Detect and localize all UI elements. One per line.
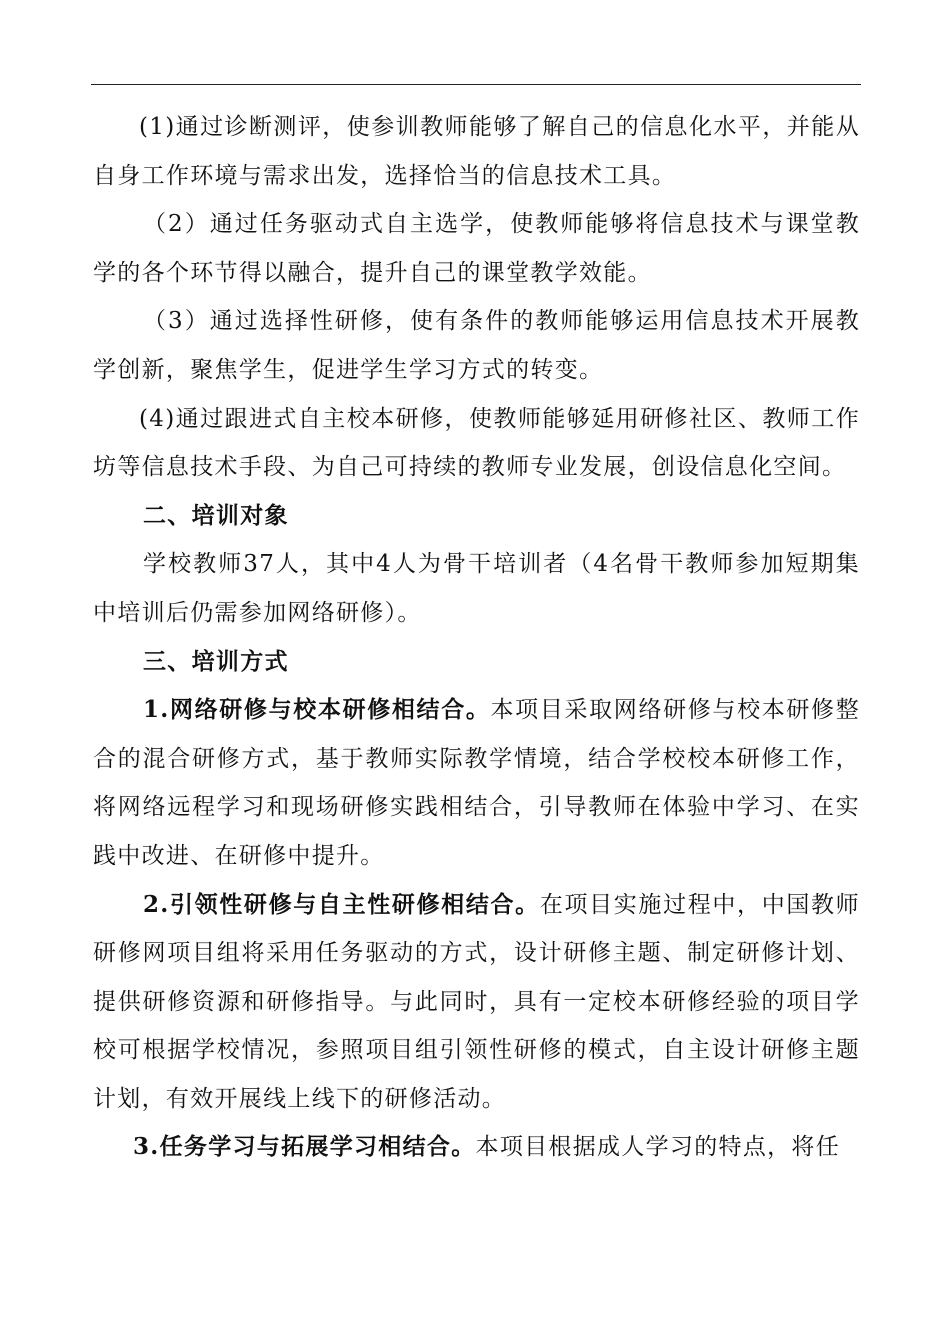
objective-3: （3）通过选择性研修，使有条件的教师能够运用信息技术开展教学创新，聚焦学生，促进学生学习方式的转变。 xyxy=(93,308,860,383)
objective-4: (4)通过跟进式自主校本研修，使教师能够延用研修社区、教师工作坊等信息技术手段、为自己可持续的教师专业发展，创设信息化空间。 xyxy=(93,405,860,481)
header-rule xyxy=(91,84,861,85)
method-item-2-lead: 2.引领性研修与自主性研修相结合。 xyxy=(143,890,540,918)
method-item-2-body: 在项目实施过程中，中国教师研修网项目组将采用任务驱动的方式，设计研修主题、制定研修计划、提供研修资源和研修指导。与此同时，具有一定校本研修经验的项目学校可根据学校情况，参照项目组引领性研修的模式，自主设计研修主题计划，有效开展线上线下的研修活动。 xyxy=(93,891,860,1112)
objective-1: (1)通过诊断测评，使参训教师能够了解自己的信息化水平，并能从自身工作环境与需求出发，选择恰当的信息技术工具。 xyxy=(93,114,860,189)
method-item-1-body: 本项目采取网络研修与校本研修整合的混合研修方式，基于教师实际教学情境，结合学校校本研修工作，将网络远程学习和现场研修实践相结合，引导教师在体验中学习、在实践中改进、在研修中提升。 xyxy=(93,697,861,869)
method-item-3-lead: 3.任务学习与拓展学习相结合。 xyxy=(133,1133,476,1161)
method-item-1 xyxy=(93,686,860,880)
method-item-3 xyxy=(93,1123,860,1172)
section-heading-training-targets: 二、培训对象 xyxy=(143,501,289,529)
training-targets-body: 学校教师37人，其中4人为骨干培训者（4名骨干教师参加短期集中培训后仍需参加网络研修）。 xyxy=(93,551,860,626)
method-item-1-lead: 1.网络研修与校本研修相结合。 xyxy=(143,696,491,724)
document-body xyxy=(93,103,860,1172)
method-item-3-body: 本项目根据成人学习的特点，将任 xyxy=(475,1134,841,1161)
objective-2: （2）通过任务驱动式自主选学，使教师能够将信息技术与课堂教学的各个环节得以融合，提升自己的课堂教学效能。 xyxy=(93,211,860,286)
method-item-2 xyxy=(93,881,860,1124)
section-heading-training-methods: 三、培训方式 xyxy=(143,647,289,675)
